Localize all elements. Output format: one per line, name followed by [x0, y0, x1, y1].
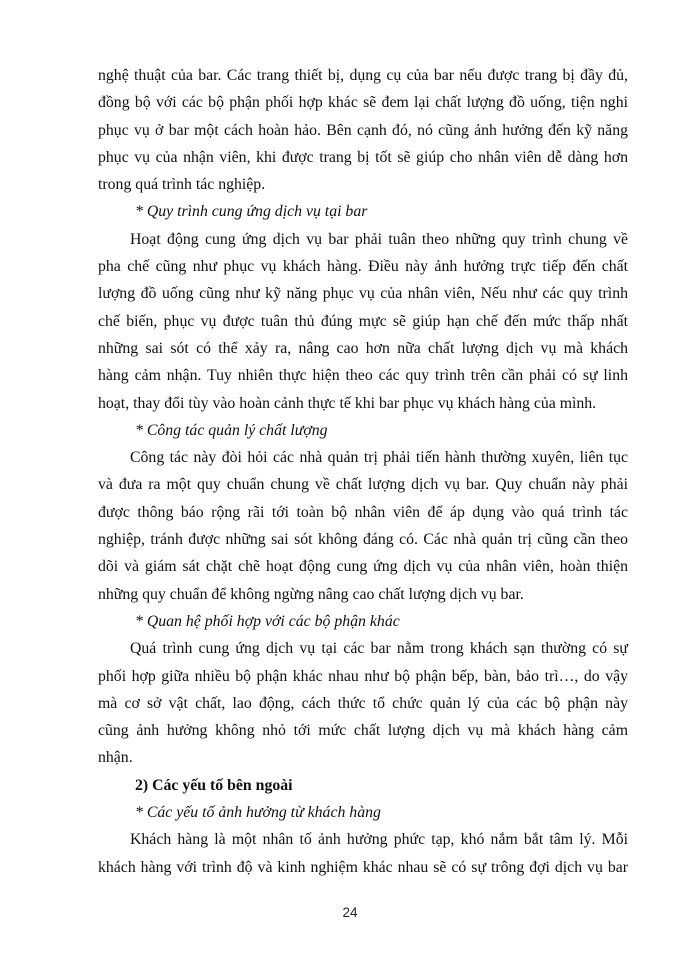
text-line: pha chế cũng như phục vụ khách hàng. Điều này ảnh hưởng trực tiếp đến chất — [98, 258, 628, 276]
text-line: nghiệp, tránh được những sai sót không đáng có. Các nhà quản trị cũng cần theo — [98, 531, 628, 549]
paragraph-quality-management — [98, 444, 628, 608]
text-line: dõi và giám sát chặt chẽ hoạt động cung ứng dịch vụ của nhân viên, hoàn thiện — [98, 558, 628, 576]
text-line: những quy chuẩn để không ngừng nâng cao chất lượng dịch vụ bar. — [98, 585, 524, 603]
paragraph-equipment — [98, 62, 628, 198]
text-line: đồng bộ với các bộ phận phối hợp khác sẽ đem lại chất lượng đồ uống, tiện nghi — [98, 94, 628, 112]
text-line: Quá trình cung ứng dịch vụ tại các bar nằm trong khách sạn thường có sự — [130, 640, 628, 658]
text-line: hoạt, thay đổi tùy vào hoàn cảnh thực tế khi bar phục vụ khách hàng của mình. — [98, 394, 597, 412]
text-line: phục vụ ở bar một cách hoàn hảo. Bên cạnh đó, nó cũng ảnh hưởng đến kỹ năng — [98, 121, 628, 139]
text-line: chế biến, phục vụ được tuân thủ đúng mực sẽ giúp hạn chế đến mức thấp nhất — [98, 312, 628, 330]
text-line: phục vụ của nhận viên, khi được trang bị tốt sẽ giúp cho nhân viên dễ dàng hơn — [98, 148, 628, 166]
text-line: Khách hàng là một nhân tố ảnh hưởng phức tạp, khó nắm bắt tâm lý. Mỗi — [130, 831, 628, 849]
subheading-customer-factors: * Các yếu tố ảnh hưởng từ khách hàng — [135, 804, 381, 822]
text-line: những sai sót có thể xảy ra, nâng cao hơn nữa chất lượng dịch vụ mà khách — [98, 339, 628, 357]
text-line: cũng ảnh hưởng không nhỏ tới mức chất lượng dịch vụ mà khách hàng cảm — [98, 722, 628, 740]
text-line: nghệ thuật của bar. Các trang thiết bị, dụng cụ của bar nếu được trang bị đầy đủ, — [98, 67, 628, 84]
paragraph-coordination — [98, 635, 628, 771]
text-line: nhận. — [98, 749, 133, 767]
text-line: Hoạt động cung ứng dịch vụ bar phải tuân theo những quy trình chung về — [130, 230, 628, 248]
text-line: hàng cảm nhận. Tuy nhiên thực hiện theo các quy trình trên cần phải có sự linh — [98, 367, 628, 385]
subheading-service-process: * Quy trình cung ứng dịch vụ tại bar — [135, 203, 368, 221]
text-line: khách hàng với trình độ và kinh nghiệm khác nhau sẽ có sự trông đợi dịch vụ bar — [98, 858, 628, 876]
text-line: Công tác này đòi hỏi các nhà quản trị phải tiến hành thường xuyên, liên tục — [130, 449, 628, 467]
page-number: 24 — [342, 905, 358, 920]
subheading-quality-management: * Công tác quản lý chất lượng — [135, 421, 328, 439]
subheading-coordination: * Quan hệ phối hợp với các bộ phận khác — [135, 612, 400, 630]
text-line: lượng đồ uống cũng như kỹ năng phục vụ của nhân viên, Nếu như các quy trình — [98, 285, 628, 303]
text-line: trong quá trình tác nghiệp. — [98, 176, 266, 194]
text-line: phối hợp giữa nhiều bộ phận khác nhau như bộ phận bếp, bàn, bảo trì…, do vậy — [98, 667, 628, 685]
document-page — [98, 62, 628, 881]
text-line: mà cơ sở vật chất, lao động, cách thức tổ chức quản lý của các bộ phận này — [98, 694, 628, 712]
text-line: được thông báo rộng rãi tới toàn bộ nhân viên để áp dụng vào quá trình tác — [98, 503, 628, 521]
paragraph-customer-factors — [98, 826, 628, 881]
section-heading-external-factors: 2) Các yếu tố bên ngoài — [135, 776, 293, 794]
paragraph-service-process — [98, 226, 628, 417]
text-line: và đưa ra một quy chuẩn chung về chất lượng dịch vụ bar. Quy chuẩn này phải — [98, 476, 628, 494]
